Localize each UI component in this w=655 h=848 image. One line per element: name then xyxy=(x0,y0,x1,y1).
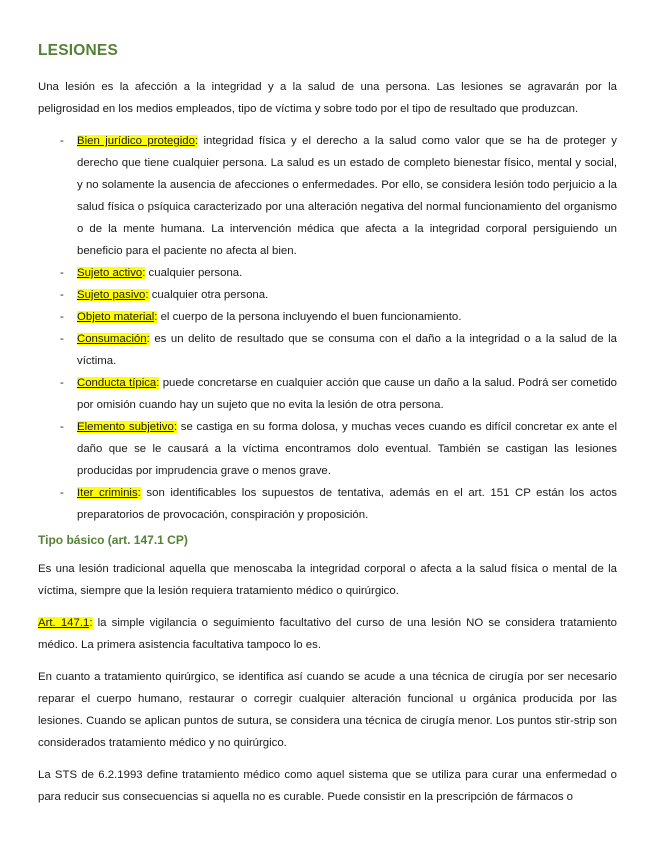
page-title: LESIONES xyxy=(38,42,118,59)
highlighted-term: Iter criminis xyxy=(77,487,138,499)
list-item: - Conducta típica: puede concretarse en cualquier acción que cause un daño a la salud. Podrá ser cometido por omisión cuando hay un sujeto que no evita la lesión de otra persona. xyxy=(77,372,617,416)
bullet-dash: - xyxy=(60,421,64,433)
bullet-dash: - xyxy=(60,311,64,323)
highlighted-term: Consumación xyxy=(77,333,147,345)
list-item: - Elemento subjetivo: se castiga en su forma dolosa, y muchas veces cuando es difícil concretar ex ante el daño que se le causará a la víctima encontramos dolo eventual. También se castigan las lesiones producidas por imprudencia grave o menos grave. xyxy=(77,416,617,482)
highlighted-term: Conducta típica xyxy=(77,377,157,389)
bullet-dash: - xyxy=(60,377,64,389)
section-subtitle: Tipo básico (art. 147.1 CP) xyxy=(38,533,188,547)
bullet-dash: - xyxy=(60,289,64,301)
highlighted-term: Sujeto pasivo xyxy=(77,289,146,301)
intro-paragraph: Una lesión es la afección a la integridad y a la salud de una persona. Las lesiones se agravarán por la peligrosidad en los medios empleados, tipo de víctima y sobre todo por el tipo de resultado que produzcan. xyxy=(38,81,617,115)
sts-paragraph: La STS de 6.2.1993 define tratamiento médico como aquel sistema que se utiliza para curar una enfermedad o para reducir sus consecuencias si aquella no es curable. Puede consistir en la prescripción de fármacos o xyxy=(38,769,617,803)
list-item: - Bien jurídico protegido: integridad física y el derecho a la salud como valor que se ha de proteger y derecho que tiene cualquier persona. La salud es un estado de completo bienestar físico, mental y social, y no solamente la ausencia de afecciones o enfermedades. Por ello, se considera lesión todo perjuicio a la salud física o psíquica caracterizado por una alteración negativa del normal funcionamiento del organismo o de la mente humana. La intervención médica que afecta a la integridad corporal persiguiendo un beneficio para el paciente no afecta al bien. xyxy=(77,130,617,262)
article-paragraph: Art. 147.1: la simple vigilancia o seguimiento facultativo del curso de una lesión NO se considera tratamiento médico. La primera asistencia facultativa tampoco lo es. xyxy=(38,617,618,651)
list-item: - Iter criminis: son identificables los supuestos de tentativa, además en el art. 151 CP están los actos preparatorios de provocación, conspiración y proposición. xyxy=(77,482,617,526)
list-item: - Consumación: es un delito de resultado que se consuma con el daño a la integridad o a la salud de la víctima. xyxy=(77,328,617,372)
list-item: - Sujeto activo: cualquier persona. xyxy=(77,262,617,284)
list-item: - Objeto material: el cuerpo de la persona incluyendo el buen funcionamiento. xyxy=(77,306,617,328)
surgical-treatment-paragraph: En cuanto a tratamiento quirúrgico, se identifica así cuando se acude a una técnica de cirugía por ser necesario reparar el cuerpo humano, restaurar o corregir cualquier alteración funcional u orgánica producida por las lesiones. Cuando se aplican puntos de sutura, se considera una técnica de cirugía menor. Los puntos stir-strip son considerados tratamiento médico y no quirúrgico. xyxy=(38,671,617,749)
highlighted-term: Sujeto activo xyxy=(77,267,143,279)
bullet-dash: - xyxy=(60,333,64,345)
bullet-dash: - xyxy=(60,135,64,147)
highlighted-term: Objeto material xyxy=(77,311,155,323)
highlighted-term: Elemento subjetivo xyxy=(77,421,174,433)
list-item: - Sujeto pasivo: cualquier otra persona. xyxy=(77,284,617,306)
article-reference: Art. 147.1 xyxy=(38,617,90,629)
highlighted-term: Bien jurídico protegido xyxy=(77,135,195,147)
basic-type-paragraph: Es una lesión tradicional aquella que menoscaba la integridad corporal o afecta a la salud física o mental de la víctima, siempre que la lesión requiera tratamiento médico o quirúrgico. xyxy=(38,563,617,597)
bullet-dash: - xyxy=(60,487,64,499)
bullet-dash: - xyxy=(60,267,64,279)
elements-list xyxy=(38,130,617,526)
